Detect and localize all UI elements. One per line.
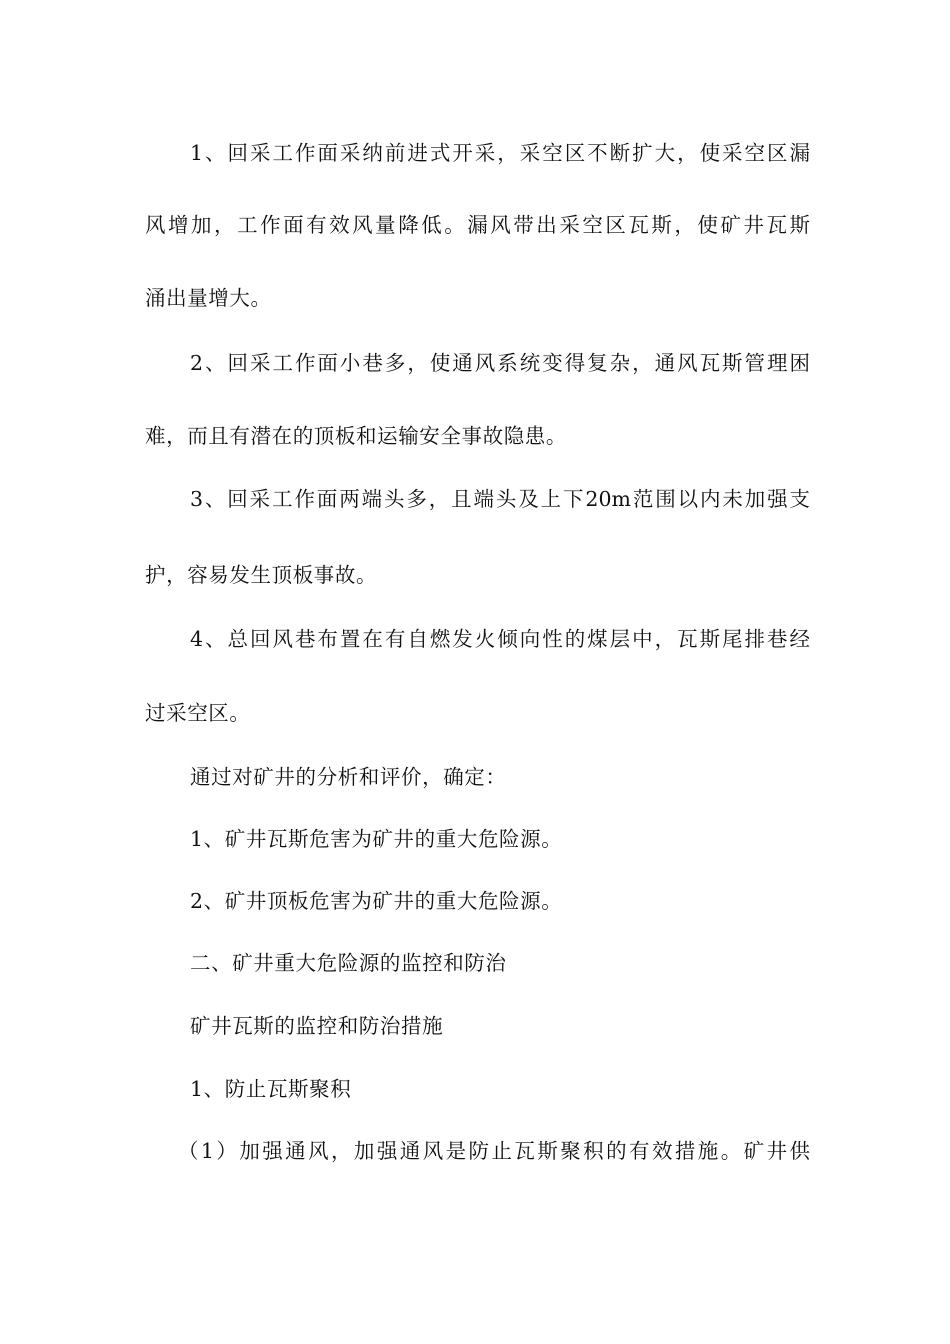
paragraph-4-line-2: 过采空区。 — [145, 701, 251, 725]
paragraph-1-line-3: 涌出量增大。 — [145, 286, 272, 310]
subsection-heading: 矿井瓦斯的监控和防治措施 — [190, 1014, 444, 1038]
paragraph-3-line-2: 护，容易发生顶板事故。 — [145, 563, 378, 587]
conclusion-intro: 通过对矿井的分析和评价，确定： — [190, 765, 507, 789]
section-heading: 二、矿井重大危险源的监控和防治 — [190, 951, 507, 975]
paragraph-3-line-1: 3、回采工作面两端头多，且端头及上下20m范围以内未加强支 — [190, 487, 810, 511]
paragraph-1-line-2: 风增加，工作面有效风量降低。漏风带出采空区瓦斯，使矿井瓦斯 — [145, 213, 810, 237]
conclusion-item-1: 1、矿井瓦斯危害为矿井的重大危险源。 — [190, 827, 563, 851]
conclusion-item-2: 2、矿井顶板危害为矿井的重大危险源。 — [190, 889, 563, 913]
paragraph-2-line-1: 2、回采工作面小巷多，使通风系统变得复杂，通风瓦斯管理困 — [190, 351, 810, 375]
item-heading: 1、防止瓦斯聚积 — [190, 1077, 352, 1101]
measure-paragraph-line-1: （1）加强通风，加强通风是防止瓦斯聚积的有效措施。矿井供 — [178, 1139, 810, 1163]
paragraph-2-line-2: 难，而且有潜在的顶板和运输安全事故隐患。 — [145, 424, 567, 448]
paragraph-1-line-1: 1、回采工作面采纳前进式开采，采空区不断扩大，使采空区漏 — [190, 141, 810, 165]
paragraph-4-line-1: 4、总回风巷布置在有自燃发火倾向性的煤层中，瓦斯尾排巷经 — [190, 627, 810, 651]
